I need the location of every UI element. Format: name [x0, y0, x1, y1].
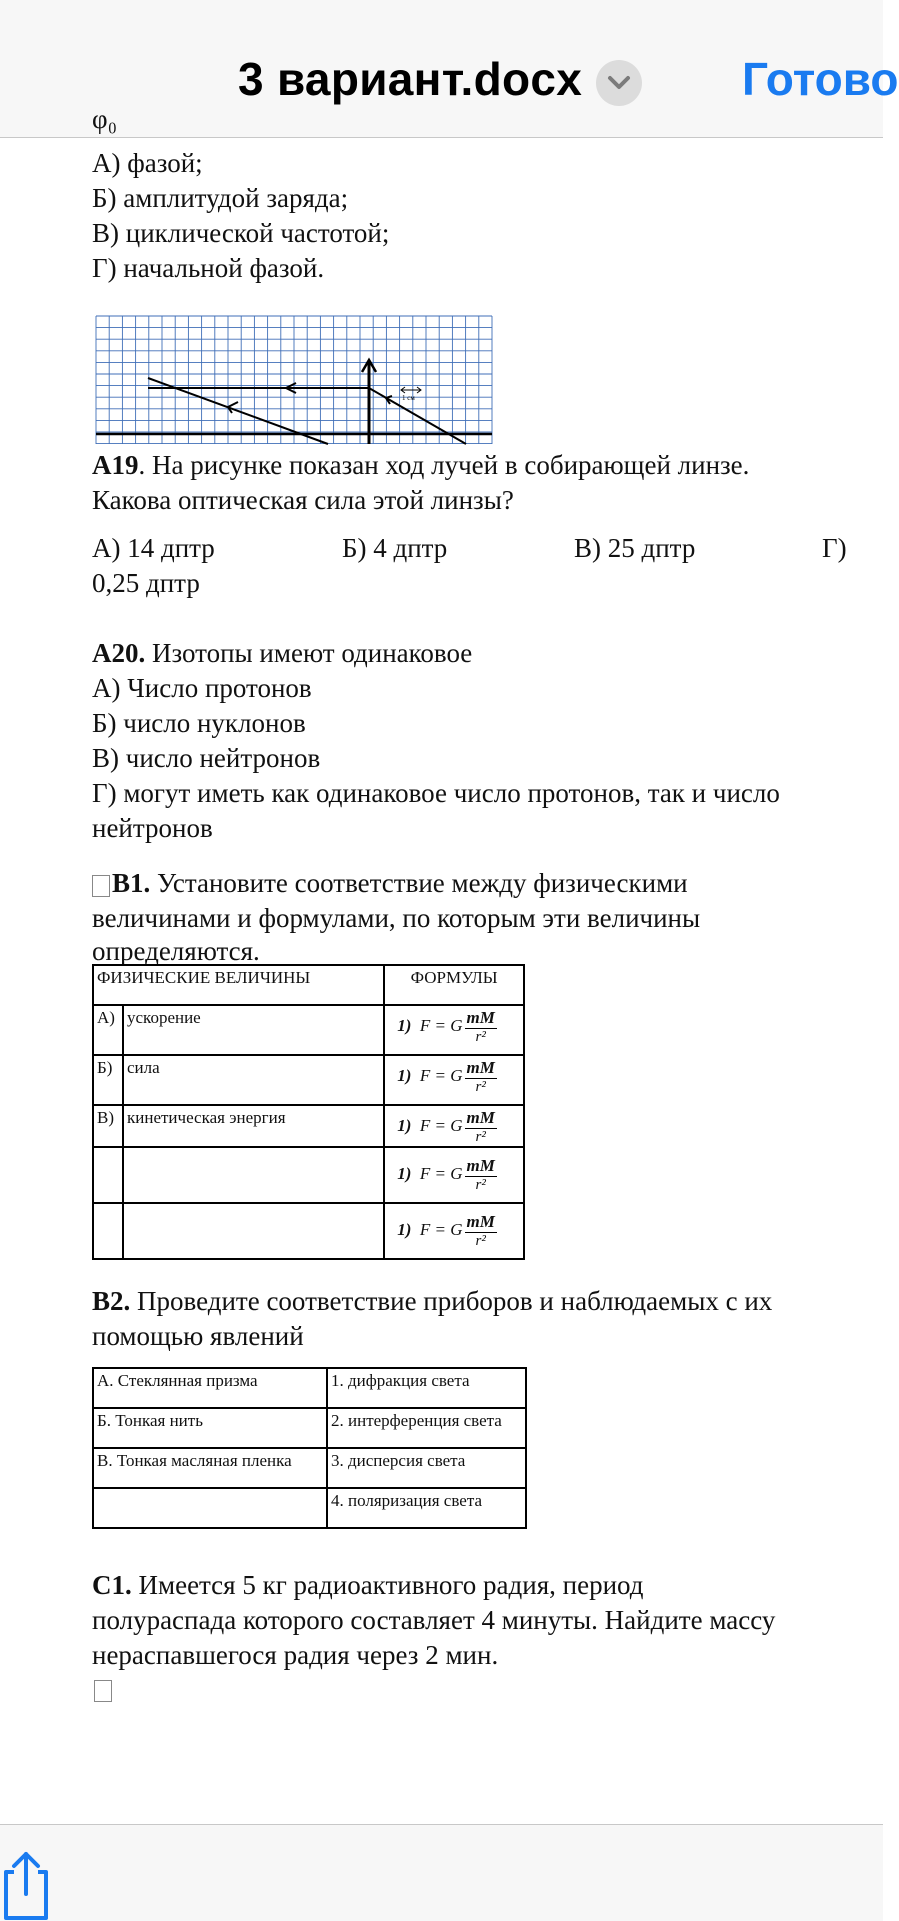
q20-option-c: В) число нейтронов: [92, 743, 321, 773]
b1-formula-cell-cut: 1) F = G $\frac{mM}{\text{r²}}$: [384, 1105, 524, 1147]
c1-question-line1: С1. Имеется 5 кг радиоактивного радия, период: [92, 1570, 644, 1600]
b1-question-line2: величинами и формулами, по которым эти величины: [92, 903, 701, 933]
b1-header-formulas: ФОРМУЛЫ: [384, 965, 524, 1005]
b1-number: В1.: [112, 868, 151, 898]
b2-matching-table: [92, 1367, 527, 1529]
q18-option-d: Г) начальной фазой.: [92, 253, 325, 283]
q20-option-d: Г) могут иметь как одинаковое число протонов, так и число: [92, 778, 780, 808]
b1-row-letter: [93, 1203, 123, 1259]
b2-phenomenon: 2. интерференция света: [327, 1408, 526, 1448]
b2-device: [93, 1488, 327, 1528]
b2-phenomenon: 3. дисперсия света: [327, 1448, 526, 1488]
scale-label: 1 см: [402, 394, 415, 402]
b1-question-line1: В1. Установите соответствие между физическими: [92, 868, 688, 899]
q19-option-b: Б) 4 дптр: [342, 533, 448, 563]
document-title[interactable]: 3 вариант.docx: [238, 53, 583, 105]
b2-question-line2: помощью явлений: [92, 1321, 304, 1351]
b2-question-line1: В2. Проведите соответствие приборов и наблюдаемых с их: [92, 1286, 773, 1316]
b1-formula-cell: 1) F = G $\frac{mM}{\text{r²}}$: [384, 1147, 524, 1203]
done-button[interactable]: Готово: [742, 53, 899, 105]
q19-option-a: А) 14 дптр: [92, 533, 215, 563]
b2-device: В. Тонкая масляная пленка: [93, 1448, 327, 1488]
b2-phenomenon: 4. поляризация света: [327, 1488, 526, 1528]
c1-question-line3: нераспавшегося радия через 2 мин.: [92, 1640, 499, 1670]
b2-device: А. Стеклянная призма: [93, 1368, 327, 1408]
q19-question-line2: Какова оптическая сила этой линзы?: [92, 485, 514, 515]
b1-matching-table: [92, 964, 525, 1260]
b1-row-letter: Б): [93, 1055, 123, 1105]
share-icon[interactable]: [0, 1850, 60, 1920]
b1-row-name: [123, 1203, 384, 1259]
lens-ray-diagram: [96, 316, 492, 444]
b1-row-name: ускорение: [123, 1005, 384, 1055]
q19-option-c: В) 25 дптр: [574, 533, 696, 563]
b1-row-name: кинетическая энергия: [123, 1105, 384, 1147]
q20-option-a: А) Число протонов: [92, 673, 312, 703]
missing-glyph-icon: [92, 875, 110, 897]
b1-row-name: сила: [123, 1055, 384, 1105]
chevron-down-icon: [607, 73, 631, 93]
b1-formula-cell: 1) F = G $\frac{mM}{\text{r²}}$: [384, 1055, 524, 1105]
q19-number: А19: [92, 450, 139, 480]
document-toolbar: [0, 0, 899, 138]
q20-question: А20. Изотопы имеют одинаковое: [92, 638, 473, 668]
b1-formula-cell: 1) F = G $\frac{mM}{\text{r²}}$: [384, 1005, 524, 1055]
cut-off-text: φ₀: [92, 104, 117, 134]
q19-option-d: Г): [822, 533, 847, 563]
b1-row-name: [123, 1147, 384, 1203]
b2-phenomenon: 1. дифракция света: [327, 1368, 526, 1408]
b1-row-letter: В): [93, 1105, 123, 1147]
missing-glyph-icon: [94, 1680, 112, 1702]
b2-number: В2.: [92, 1286, 131, 1316]
q18-option-b: Б) амплитудой заряда;: [92, 183, 349, 213]
q19-option-d-value: 0,25 дптр: [92, 568, 200, 598]
q20-option-b: Б) число нуклонов: [92, 708, 306, 738]
c1-question-line2: полураспада которого составляет 4 минуты. Найдите массу: [92, 1605, 776, 1635]
q20-number: А20.: [92, 638, 146, 668]
b1-question-line3: определяются.: [92, 936, 260, 966]
title-menu-button[interactable]: [596, 60, 642, 106]
b1-row-letter: [93, 1147, 123, 1203]
bottom-toolbar: [0, 1824, 883, 1921]
q19-question-line1: А19. На рисунке показан ход лучей в собирающей линзе.: [92, 450, 750, 480]
b1-formula-cell: 1) F = G $\frac{mM}{\text{r²}}$: [384, 1203, 524, 1259]
b2-device: Б. Тонкая нить: [93, 1408, 327, 1448]
b1-row-letter: А): [93, 1005, 123, 1055]
q20-option-d-wrap: нейтронов: [92, 813, 213, 843]
c1-number: С1.: [92, 1570, 132, 1600]
q18-option-c: В) циклической частотой;: [92, 218, 390, 248]
b1-header-quantities: ФИЗИЧЕСКИЕ ВЕЛИЧИНЫ: [93, 965, 384, 1005]
q18-option-a: А) фазой;: [92, 148, 203, 178]
